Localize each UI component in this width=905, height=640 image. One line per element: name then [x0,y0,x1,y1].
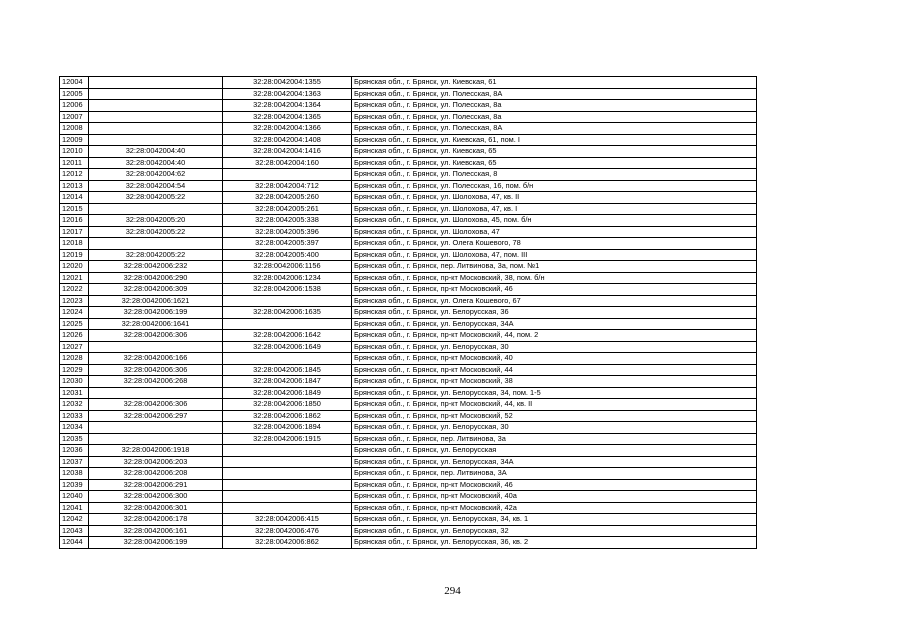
object-cadastral-number-cell: 32:28:0042006:1849 [223,387,352,399]
land-cadastral-number-cell: 32:28:0042006:161 [89,525,223,537]
object-cadastral-number-cell: 32:28:0042006:476 [223,525,352,537]
address-cell: Брянская обл., г. Брянск, пр-кт Московский, 38 [352,376,757,388]
object-cadastral-number-cell: 32:28:0042006:1538 [223,284,352,296]
address-cell: Брянская обл., г. Брянск, пр-кт Московский, 52 [352,410,757,422]
address-cell: Брянская обл., г. Брянск, ул. Шолохова, 47, пом. III [352,249,757,261]
row-number-cell: 12015 [60,203,89,215]
address-cell: Брянская обл., г. Брянск, ул. Киевская, 65 [352,157,757,169]
row-number-cell: 12005 [60,88,89,100]
row-number-cell: 12012 [60,169,89,181]
address-cell: Брянская обл., г. Брянск, ул. Белорусская, 36 [352,307,757,319]
land-cadastral-number-cell: 32:28:0042006:300 [89,491,223,503]
land-cadastral-number-cell: 32:28:0042005:22 [89,249,223,261]
table-row [60,422,757,434]
table-row [60,525,757,537]
address-cell: Брянская обл., г. Брянск, ул. Шолохова, 47, кв. I [352,203,757,215]
table-row [60,249,757,261]
land-cadastral-number-cell: 32:28:0042006:1621 [89,295,223,307]
object-cadastral-number-cell: 32:28:0042006:1234 [223,272,352,284]
row-number-cell: 12022 [60,284,89,296]
table-row [60,215,757,227]
registry-table-body [60,77,757,549]
land-cadastral-number-cell: 32:28:0042006:268 [89,376,223,388]
land-cadastral-number-cell [89,433,223,445]
table-row [60,410,757,422]
address-cell: Брянская обл., г. Брянск, пр-кт Московский, 40 [352,353,757,365]
row-number-cell: 12023 [60,295,89,307]
table-row [60,100,757,112]
object-cadastral-number-cell: 32:28:0042004:1365 [223,111,352,123]
object-cadastral-number-cell: 32:28:0042006:862 [223,537,352,549]
table-row [60,330,757,342]
row-number-cell: 12034 [60,422,89,434]
land-cadastral-number-cell [89,88,223,100]
land-cadastral-number-cell: 32:28:0042005:22 [89,192,223,204]
page-number: 294 [444,585,461,597]
land-cadastral-number-cell [89,111,223,123]
land-cadastral-number-cell: 32:28:0042006:178 [89,514,223,526]
land-cadastral-number-cell: 32:28:0042004:62 [89,169,223,181]
registry-table [59,76,757,549]
address-cell: Брянская обл., г. Брянск, пр-кт Московский, 44, пом. 2 [352,330,757,342]
object-cadastral-number-cell: 32:28:0042006:1862 [223,410,352,422]
row-number-cell: 12032 [60,399,89,411]
table-row [60,192,757,204]
table-row [60,445,757,457]
object-cadastral-number-cell: 32:28:0042006:1847 [223,376,352,388]
table-row [60,537,757,549]
table-row [60,364,757,376]
object-cadastral-number-cell: 32:28:0042006:1642 [223,330,352,342]
row-number-cell: 12008 [60,123,89,135]
address-cell: Брянская обл., г. Брянск, пр-кт Московский, 44, кв. II [352,399,757,411]
land-cadastral-number-cell [89,341,223,353]
row-number-cell: 12030 [60,376,89,388]
object-cadastral-number-cell: 32:28:0042004:712 [223,180,352,192]
address-cell: Брянская обл., г. Брянск, ул. Полесская, 8А [352,88,757,100]
land-cadastral-number-cell: 32:28:0042005:22 [89,226,223,238]
object-cadastral-number-cell: 32:28:0042006:1894 [223,422,352,434]
row-number-cell: 12021 [60,272,89,284]
object-cadastral-number-cell: 32:28:0042005:397 [223,238,352,250]
row-number-cell: 12010 [60,146,89,158]
land-cadastral-number-cell [89,123,223,135]
land-cadastral-number-cell: 32:28:0042006:309 [89,284,223,296]
object-cadastral-number-cell [223,479,352,491]
row-number-cell: 12040 [60,491,89,503]
address-cell: Брянская обл., г. Брянск, пр-кт Московский, 38, пом. б/н [352,272,757,284]
table-row [60,399,757,411]
address-cell: Брянская обл., г. Брянск, ул. Белорусская, 34, кв. 1 [352,514,757,526]
object-cadastral-number-cell [223,295,352,307]
object-cadastral-number-cell [223,456,352,468]
address-cell: Брянская обл., г. Брянск, пр-кт Московский, 46 [352,479,757,491]
object-cadastral-number-cell [223,353,352,365]
object-cadastral-number-cell: 32:28:0042006:1635 [223,307,352,319]
row-number-cell: 12039 [60,479,89,491]
address-cell: Брянская обл., г. Брянск, ул. Полесская, 8а [352,100,757,112]
land-cadastral-number-cell [89,238,223,250]
address-cell: Брянская обл., г. Брянск, пр-кт Московский, 44 [352,364,757,376]
table-row [60,353,757,365]
address-cell: Брянская обл., г. Брянск, ул. Белорусская, 32 [352,525,757,537]
table-row [60,376,757,388]
row-number-cell: 12011 [60,157,89,169]
object-cadastral-number-cell: 32:28:0042006:415 [223,514,352,526]
object-cadastral-number-cell: 32:28:0042005:338 [223,215,352,227]
object-cadastral-number-cell: 32:28:0042005:400 [223,249,352,261]
land-cadastral-number-cell: 32:28:0042006:291 [89,479,223,491]
row-number-cell: 12033 [60,410,89,422]
table-row [60,203,757,215]
address-cell: Брянская обл., г. Брянск, ул. Киевская, 65 [352,146,757,158]
address-cell: Брянская обл., г. Брянск, ул. Белорусская, 36, кв. 2 [352,537,757,549]
address-cell: Брянская обл., г. Брянск, ул. Белорусская, 34А [352,456,757,468]
object-cadastral-number-cell: 32:28:0042004:1364 [223,100,352,112]
row-number-cell: 12035 [60,433,89,445]
table-row [60,123,757,135]
row-number-cell: 12037 [60,456,89,468]
object-cadastral-number-cell: 32:28:0042006:1649 [223,341,352,353]
table-row [60,387,757,399]
object-cadastral-number-cell: 32:28:0042004:1355 [223,77,352,89]
row-number-cell: 12014 [60,192,89,204]
address-cell: Брянская обл., г. Брянск, ул. Белорусская, 34А [352,318,757,330]
object-cadastral-number-cell [223,502,352,514]
land-cadastral-number-cell: 32:28:0042004:54 [89,180,223,192]
land-cadastral-number-cell: 32:28:0042006:166 [89,353,223,365]
row-number-cell: 12009 [60,134,89,146]
row-number-cell: 12024 [60,307,89,319]
address-cell: Брянская обл., г. Брянск, пер. Литвинова, 3а, пом. №1 [352,261,757,273]
object-cadastral-number-cell: 32:28:0042006:1156 [223,261,352,273]
land-cadastral-number-cell [89,422,223,434]
land-cadastral-number-cell: 32:28:0042006:1918 [89,445,223,457]
land-cadastral-number-cell: 32:28:0042006:297 [89,410,223,422]
address-cell: Брянская обл., г. Брянск, ул. Шолохова, 47, кв. II [352,192,757,204]
table-row [60,157,757,169]
address-cell: Брянская обл., г. Брянск, ул. Олега Кошевого, 78 [352,238,757,250]
table-row [60,456,757,468]
address-cell: Брянская обл., г. Брянск, ул. Киевская, 61, пом. I [352,134,757,146]
object-cadastral-number-cell: 32:28:0042004:1416 [223,146,352,158]
land-cadastral-number-cell: 32:28:0042006:199 [89,307,223,319]
land-cadastral-number-cell: 32:28:0042006:203 [89,456,223,468]
land-cadastral-number-cell: 32:28:0042005:20 [89,215,223,227]
row-number-cell: 12013 [60,180,89,192]
table-row [60,479,757,491]
land-cadastral-number-cell [89,203,223,215]
row-number-cell: 12029 [60,364,89,376]
object-cadastral-number-cell: 32:28:0042004:160 [223,157,352,169]
address-cell: Брянская обл., г. Брянск, ул. Полесская, 8 [352,169,757,181]
table-row [60,77,757,89]
row-number-cell: 12026 [60,330,89,342]
object-cadastral-number-cell: 32:28:0042004:1366 [223,123,352,135]
object-cadastral-number-cell: 32:28:0042006:1915 [223,433,352,445]
land-cadastral-number-cell: 32:28:0042006:232 [89,261,223,273]
row-number-cell: 12018 [60,238,89,250]
object-cadastral-number-cell [223,491,352,503]
land-cadastral-number-cell: 32:28:0042006:199 [89,537,223,549]
row-number-cell: 12038 [60,468,89,480]
address-cell: Брянская обл., г. Брянск, ул. Полесская, 16, пом. б/н [352,180,757,192]
address-cell: Брянская обл., г. Брянск, ул. Белорусская [352,445,757,457]
table-row [60,146,757,158]
object-cadastral-number-cell: 32:28:0042005:261 [223,203,352,215]
object-cadastral-number-cell [223,468,352,480]
row-number-cell: 12028 [60,353,89,365]
table-row [60,88,757,100]
address-cell: Брянская обл., г. Брянск, пер. Литвинова, 3а [352,433,757,445]
land-cadastral-number-cell [89,100,223,112]
address-cell: Брянская обл., г. Брянск, ул. Белорусская, 30 [352,341,757,353]
row-number-cell: 12007 [60,111,89,123]
row-number-cell: 12042 [60,514,89,526]
address-cell: Брянская обл., г. Брянск, ул. Олега Кошевого, 67 [352,295,757,307]
address-cell: Брянская обл., г. Брянск, ул. Белорусская, 30 [352,422,757,434]
land-cadastral-number-cell: 32:28:0042006:306 [89,399,223,411]
table-row [60,169,757,181]
row-number-cell: 12016 [60,215,89,227]
row-number-cell: 12041 [60,502,89,514]
table-row [60,433,757,445]
land-cadastral-number-cell [89,387,223,399]
table-row [60,318,757,330]
row-number-cell: 12031 [60,387,89,399]
address-cell: Брянская обл., г. Брянск, пр-кт Московский, 42а [352,502,757,514]
row-number-cell: 12025 [60,318,89,330]
object-cadastral-number-cell: 32:28:0042006:1850 [223,399,352,411]
table-row [60,307,757,319]
object-cadastral-number-cell [223,445,352,457]
address-cell: Брянская обл., г. Брянск, ул. Полесская, 8А [352,123,757,135]
table-row [60,180,757,192]
object-cadastral-number-cell: 32:28:0042005:396 [223,226,352,238]
row-number-cell: 12027 [60,341,89,353]
land-cadastral-number-cell [89,77,223,89]
row-number-cell: 12020 [60,261,89,273]
object-cadastral-number-cell: 32:28:0042006:1845 [223,364,352,376]
object-cadastral-number-cell: 32:28:0042004:1363 [223,88,352,100]
land-cadastral-number-cell: 32:28:0042006:290 [89,272,223,284]
table-row [60,491,757,503]
row-number-cell: 12004 [60,77,89,89]
address-cell: Брянская обл., г. Брянск, ул. Киевская, 61 [352,77,757,89]
table-row [60,238,757,250]
table-row [60,468,757,480]
land-cadastral-number-cell: 32:28:0042006:301 [89,502,223,514]
table-row [60,341,757,353]
address-cell: Брянская обл., г. Брянск, пер. Литвинова, 3А [352,468,757,480]
object-cadastral-number-cell: 32:28:0042004:1408 [223,134,352,146]
row-number-cell: 12044 [60,537,89,549]
land-cadastral-number-cell: 32:28:0042006:306 [89,364,223,376]
table-row [60,261,757,273]
land-cadastral-number-cell: 32:28:0042006:208 [89,468,223,480]
address-cell: Брянская обл., г. Брянск, ул. Шолохова, 47 [352,226,757,238]
address-cell: Брянская обл., г. Брянск, пр-кт Московский, 46 [352,284,757,296]
table-row [60,272,757,284]
object-cadastral-number-cell: 32:28:0042005:260 [223,192,352,204]
land-cadastral-number-cell [89,134,223,146]
table-row [60,502,757,514]
row-number-cell: 12017 [60,226,89,238]
table-row [60,226,757,238]
table-row [60,295,757,307]
address-cell: Брянская обл., г. Брянск, ул. Белорусская, 34, пом. 1-5 [352,387,757,399]
address-cell: Брянская обл., г. Брянск, пр-кт Московский, 40а [352,491,757,503]
address-cell: Брянская обл., г. Брянск, ул. Шолохова, 45, пом. б/н [352,215,757,227]
land-cadastral-number-cell: 32:28:0042004:40 [89,146,223,158]
table-row [60,111,757,123]
address-cell: Брянская обл., г. Брянск, ул. Полесская, 8а [352,111,757,123]
land-cadastral-number-cell: 32:28:0042004:40 [89,157,223,169]
object-cadastral-number-cell [223,169,352,181]
land-cadastral-number-cell: 32:28:0042006:306 [89,330,223,342]
table-row [60,514,757,526]
row-number-cell: 12043 [60,525,89,537]
table-row [60,284,757,296]
row-number-cell: 12019 [60,249,89,261]
land-cadastral-number-cell: 32:28:0042006:1641 [89,318,223,330]
table-row [60,134,757,146]
object-cadastral-number-cell [223,318,352,330]
row-number-cell: 12036 [60,445,89,457]
row-number-cell: 12006 [60,100,89,112]
